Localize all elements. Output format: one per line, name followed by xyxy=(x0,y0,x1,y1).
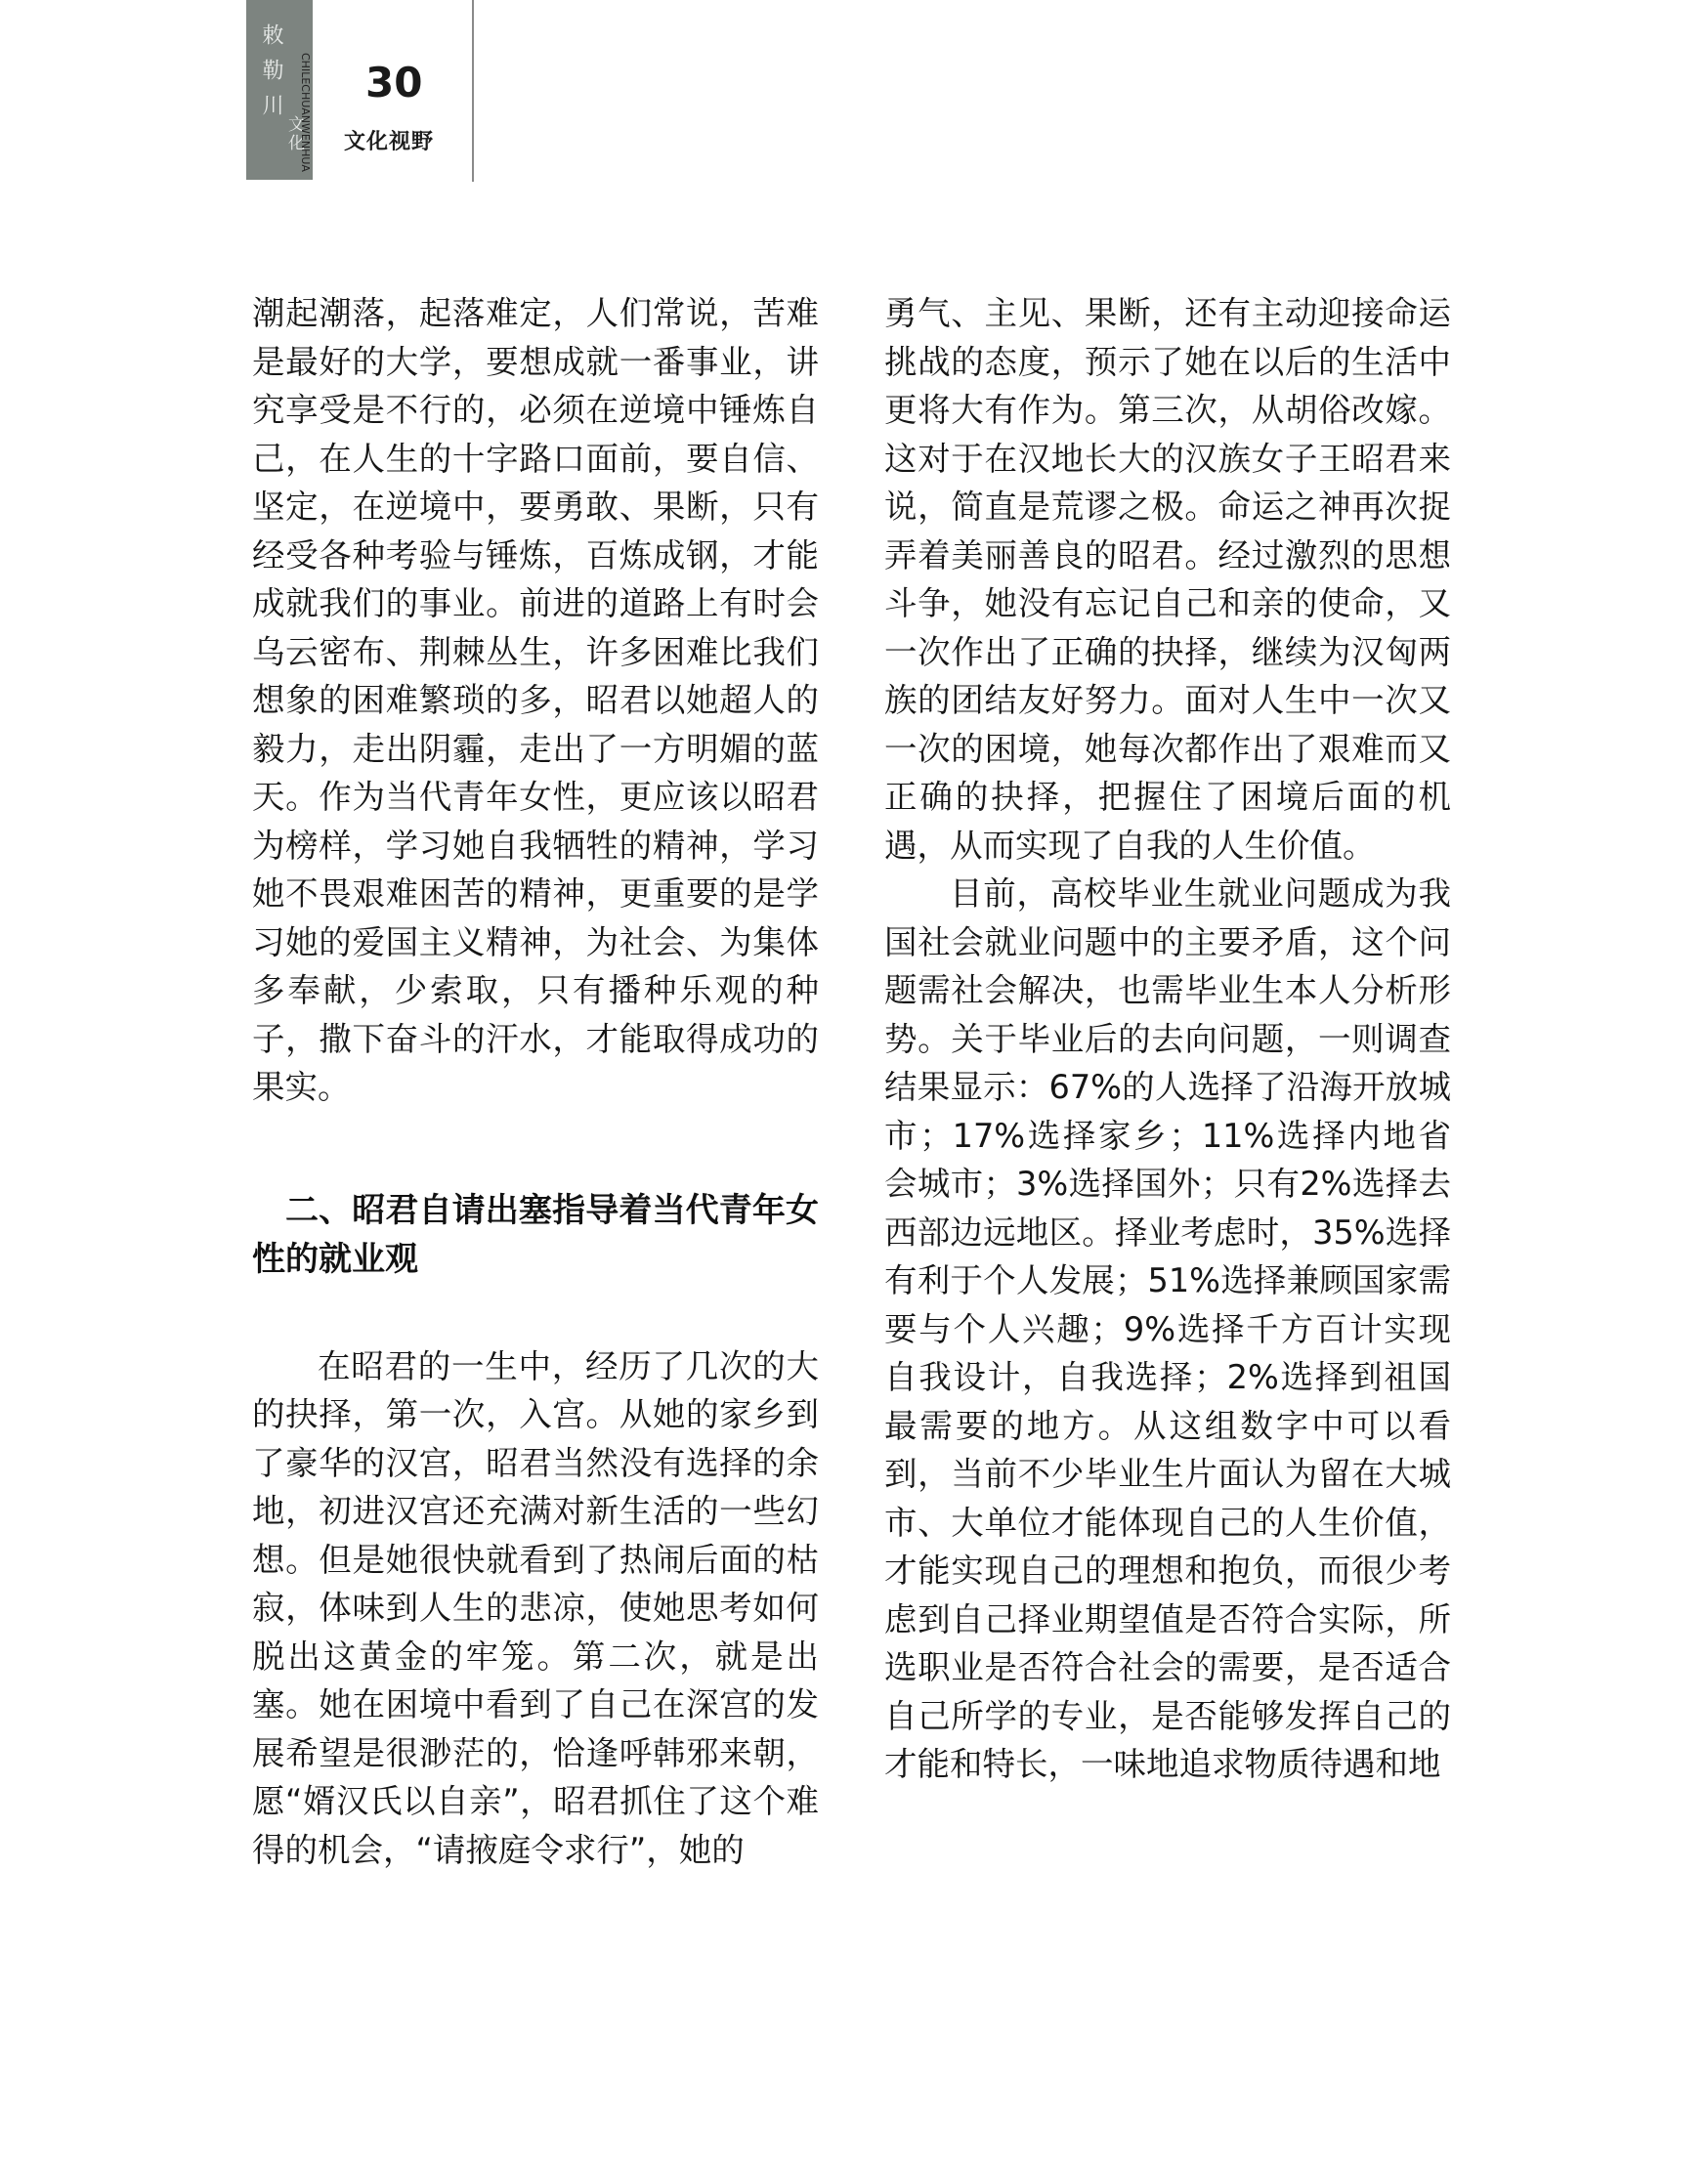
page-number: 30 xyxy=(365,59,423,106)
right-paragraph-2: 目前，高校毕业生就业问题成为我国社会就业问题中的主要矛盾，这个问题需社会解决，也需毕业生本人分析形势。关于毕业后的去向问题，一则调查结果显示：67%的人选择了沿海开放城市；17%选择家乡；11%选择内地省会城市；3%选择国外；只有2%选择去西部边远地区。择业考虑时，35%选择有利于个人发展；51%选择兼顾国家需要与个人兴趣；9%选择千方百计实现自我设计，自我选择；2%选择到祖国最需要的地方。从这组数字中可以看到，当前不少毕业生片面认为留在大城市、大单位才能体现自己的人生价值，才能实现自己的理想和抱负，而很少考虑到自己择业期望值是否符合实际，所选职业是否符合社会的需要，是否适合自己所学的专业，是否能够发挥自己的才能和特长，一味地追求物质待遇和地 xyxy=(884,874,1451,1783)
section-heading: 二、昭君自请出塞指导着当代青年女性的就业观 xyxy=(252,1190,819,1279)
masthead-title: 敕勒川 xyxy=(259,23,283,129)
masthead-pinyin: CHILECHUANWENHUA xyxy=(299,53,312,172)
right-paragraph-1: 勇气、主见、果断，还有主动迎接命运挑战的态度，预示了她在以后的生活中更将大有作为。第三次，从胡俗改嫁。这对于在汉地长大的汉族女子王昭君来说，简直是荒谬之极。命运之神再次捉弄着美丽善良的昭君。经过激烈的思想斗争，她没有忘记自己和亲的使命，又一次作出了正确的抉择，继续为汉匈两族的团结友好努力。面对人生中一次又一次的困境，她每次都作出了艰难而又正确的抉择，把握住了困境后面的机遇，从而实现了自我的人生价值。 xyxy=(884,294,1451,865)
left-column xyxy=(252,289,819,1874)
left-paragraph-1: 潮起潮落，起落难定，人们常说，苦难是最好的大学，要想成就一番事业，讲究享受是不行的，必须在逆境中锤炼自己，在人生的十字路口面前，要自信、坚定，在逆境中，要勇敢、果断，只有经受各种考验与锤炼，百炼成钢，才能成就我们的事业。前进的道路上有时会乌云密布、荆棘丛生，许多困难比我们想象的困难繁琐的多，昭君以她超人的毅力，走出阴霾，走出了一方明媚的蓝天。作为当代青年女性，更应该以昭君为榜样，学习她自我牺牲的精神，学习她不畏艰难困苦的精神，更重要的是学习她的爱国主义精神，为社会、为集体多奉献，少索取，只有播种乐观的种子，撒下奋斗的汗水，才能取得成功的果实。 xyxy=(252,294,819,1106)
header-divider xyxy=(472,0,474,182)
left-paragraph-2: 在昭君的一生中，经历了几次的大的抉择，第一次，入宫。从她的家乡到了豪华的汉宫，昭君当然没有选择的余地，初进汉宫还充满对新生活的一些幻想。但是她很快就看到了热闹后面的枯寂，体味到人生的悲凉，使她思考如何脱出这黄金的牢笼。第二次，就是出塞。她在困境中看到了自己在深宫的发展希望是很渺茫的，恰逢呼韩邪来朝，愿“婿汉氏以自亲”，昭君抓住了这个难得的机会，“请掖庭令求行”，她的 xyxy=(252,1346,819,1869)
section-label: 文化视野 xyxy=(344,130,435,154)
masthead-subtitle: 文化 xyxy=(284,115,304,152)
right-column xyxy=(884,289,1451,1789)
